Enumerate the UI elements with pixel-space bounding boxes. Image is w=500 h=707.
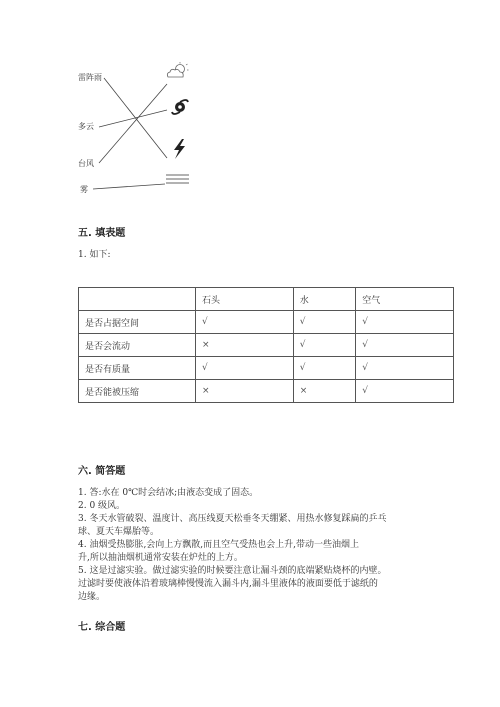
fill-table (78, 287, 454, 403)
answer-block (78, 487, 428, 604)
left-label-fog: 雾 (80, 185, 88, 194)
table-row-label: 是否占据空间 (79, 311, 196, 334)
left-label-cloudy: 多云 (78, 122, 94, 131)
table-cell: × (293, 380, 356, 403)
table-cell: √ (293, 357, 356, 380)
left-label-thunderstorm: 雷阵雨 (78, 73, 102, 82)
table-header-row (79, 288, 454, 311)
answer-line: 1. 答:水在 0℃时会结冰;由液态变成了固态。 (78, 488, 259, 498)
section-7-heading: 七. 综合题 (78, 622, 126, 633)
table-row (79, 380, 454, 403)
table-cell: × (196, 334, 294, 357)
sun-cloud-icon (165, 62, 189, 80)
table-cell: √ (356, 357, 454, 380)
table-header-cell: 空气 (356, 288, 454, 311)
table-row (79, 357, 454, 380)
table-row (79, 311, 454, 334)
table-cell: √ (356, 334, 454, 357)
match-line-cloudy (99, 110, 167, 127)
fog-icon (165, 172, 191, 186)
table-row-label: 是否能被压缩 (79, 380, 196, 403)
match-line-fog (93, 184, 165, 189)
table-cell: √ (356, 380, 454, 403)
section-5-heading: 五. 填表题 (78, 228, 126, 239)
answer-line: 3. 冬天水管破裂、温度计、高压线夏天松垂冬天绷紧、用热水修复踩扁的乒乓 (78, 514, 387, 524)
answer-line: 边缘。 (78, 592, 106, 602)
answer-line: 过滤时要使液体沿着玻璃棒慢慢流入漏斗内,漏斗里液体的液面要低于滤纸的 (78, 579, 378, 589)
answer-line: 球、夏天车爆胎等。 (78, 527, 160, 537)
table-header-cell: 石头 (196, 288, 294, 311)
table-cell: × (196, 380, 294, 403)
table-row-label: 是否有质量 (79, 357, 196, 380)
section-5-question-1: 1. 如下: (78, 250, 111, 260)
typhoon-icon (170, 96, 190, 118)
table-cell: √ (293, 334, 356, 357)
section-6-heading: 六. 简答题 (78, 466, 126, 477)
answer-line: 4. 油烟受热膨胀,会向上方飘散,而且空气受热也会上升,带动一些油烟上 (78, 540, 360, 550)
lightning-icon (170, 138, 188, 160)
table-row-label: 是否会流动 (79, 334, 196, 357)
table-cell: √ (196, 357, 294, 380)
table-cell: √ (356, 311, 454, 334)
table-cell: √ (293, 311, 356, 334)
answer-line: 升,所以抽油烟机通常安装在炉灶的上方。 (78, 553, 243, 563)
answer-line: 2. 0 级风。 (78, 501, 126, 511)
table-row (79, 334, 454, 357)
left-label-typhoon: 台风 (78, 159, 94, 168)
match-line-typhoon (99, 84, 167, 163)
table-header-cell (79, 288, 196, 311)
matching-lines (0, 0, 500, 220)
answer-line: 5. 这是过滤实验。做过滤实验的时候要注意让漏斗颈的底端紧贴烧杯的内壁。 (78, 566, 387, 576)
table-cell: √ (196, 311, 294, 334)
table-header-cell: 水 (293, 288, 356, 311)
